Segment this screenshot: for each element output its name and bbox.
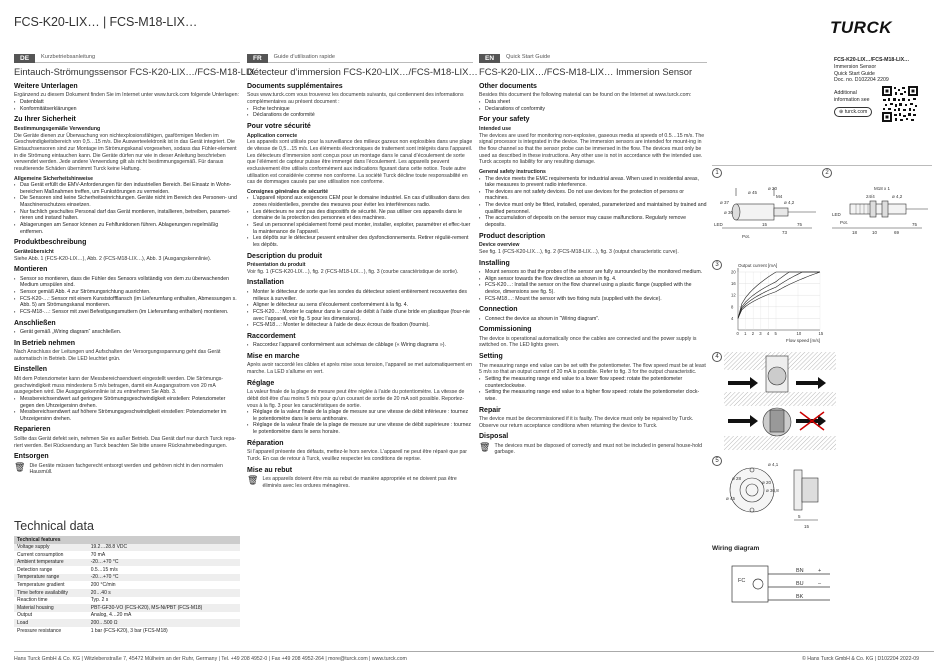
table-cell-value: 0.5…15 m/s	[90, 566, 118, 573]
bullet-list	[14, 396, 240, 423]
list-item: ▪ Réglage de la valeur finale de la plage de mesure sur une vitesse de débit inférieure : tournez le potentiomètre dans le sens antihoraire.	[247, 409, 473, 422]
heading: Mise au rebut	[247, 466, 293, 474]
column-title: Détecteur d’immersion FCS-K20-LIX…/FCS-M18-LIX…	[247, 66, 478, 77]
doc-info-guide: Quick Start Guide	[834, 70, 875, 77]
fig5-label: 5	[798, 514, 801, 519]
fig1-label: ø 20	[768, 186, 778, 191]
fig1-label: ø 4,2	[784, 200, 795, 205]
list-item: ▪ FCS-K20-…: Sensor mit einem Kunststoffflansch (im Lieferumfang enthalten, Abmessungen s. Abb. 5) am Strömungskanal montieren.	[14, 296, 240, 309]
fig5-label: ø 4,1	[768, 462, 779, 467]
figure-number: 3	[712, 260, 722, 270]
doc-info-additional: Additional	[834, 90, 857, 96]
globe-icon: ⊕	[839, 108, 844, 115]
table-row	[14, 612, 240, 620]
column-de	[14, 54, 255, 476]
fig2-label: ø 4,2	[892, 194, 903, 199]
heading: Einstellen	[14, 366, 48, 374]
list-item: ▪ Connect the device as shown in “Wiring diagram”.	[479, 316, 707, 323]
wire-label-bn: BN	[796, 568, 804, 574]
figure-5-drawing	[724, 456, 836, 538]
section-header	[247, 54, 473, 63]
bullet-list	[479, 99, 707, 112]
paragraph: The device is operational automatically once the cables are connected and the power supply is switched on. The LED lights green.	[479, 335, 697, 349]
heading: Weitere Unterlagen	[14, 83, 78, 91]
fig5-label: ø 20	[762, 480, 772, 485]
heading: Pour votre sécurité	[247, 123, 311, 131]
qr-code[interactable]	[882, 86, 918, 122]
list-item: ▪ The device meets the EMC requirements for industrial areas. When used in residential areas, take measures to prevent radio interference.	[479, 176, 707, 189]
disposal-row	[247, 476, 473, 489]
table-cell-key: Material housing	[14, 604, 88, 612]
tech-table-header: Technical features	[14, 536, 240, 544]
list-item: ▪ The devices are not safety devices. Do not use devices for the protection of persons or machines.	[479, 189, 707, 202]
paragraph: Après avoir raccordé les câbles et après mise sous tension, l’appareil se met automatiquement en marche. La LED s’allume en vert.	[247, 362, 472, 376]
heading: Installation	[247, 279, 284, 287]
wiring-fc-label: FC	[738, 578, 746, 584]
x-tick-label: 2	[751, 331, 755, 336]
brand-logo: TURCK	[830, 18, 892, 37]
paragraph: Si l’appareil présente des défauts, mettez-le hors service. L’appareil ne peut être réparé que par Turck. En cas de retour à Turck, veuillez respecter les conditions de reprise.	[247, 449, 468, 462]
turck-link-badge[interactable]: ⊕ turck.com	[834, 107, 872, 118]
wire-sign-plus: +	[818, 568, 822, 574]
fig5-label: ø 36,8	[766, 488, 779, 493]
x-tick-label: 0	[736, 331, 739, 336]
fig2-label: LED	[832, 212, 841, 217]
list-item: ▪ Seul un personnel spécialement formé peut monter, installer, exploiter, paramétrer et effec-tuer la maintenance de l’appareil.	[247, 222, 473, 235]
subheading: Geräteübersicht	[14, 248, 54, 255]
bullet-list	[247, 106, 473, 119]
heading: Réparation	[247, 439, 284, 447]
table-cell-value: Typ. 2 s	[90, 597, 109, 604]
list-item: ▪ Setting the measuring range end value to a lower flow speed: rotate the potentiometer counterclockwise.	[479, 376, 707, 389]
table-cell-key: Time before availability	[14, 589, 88, 597]
table-row	[14, 566, 240, 574]
subheading: Allgemeine Sicherheitshinweise	[14, 175, 93, 182]
section-header	[14, 54, 240, 63]
fig2-label: 75	[912, 222, 918, 227]
page-title: FCS-K20-LIX… | FCS-M18-LIX…	[14, 15, 198, 29]
table-row	[14, 574, 240, 582]
heading: Montieren	[14, 266, 48, 274]
guide-label: Guide d’utilisation rapide	[273, 54, 335, 61]
table-cell-key: Load	[14, 619, 88, 627]
figure-number: 5	[712, 456, 722, 466]
subheading: General safety instructions	[479, 168, 546, 175]
paragraph: Sollte das Gerät defekt sein, nehmen Sie es außer Betrieb. Das Gerät darf nur durch Turck repa-riert werden. Bei Rücksendung an Turck beachten Sie bitte unsere Rücknahmebedingungen.	[14, 435, 237, 449]
x-tick-label: 15	[818, 331, 824, 336]
list-item: ▪ Réglage de la valeur finale de la plage de mesure sur une vitesse de débit supérieure : tournez le potentiomètre dans le sens horaire.	[247, 422, 473, 435]
fig1-label: ø 45	[748, 190, 758, 195]
list-item: ▪ Die Sensoren sind keine Sicherheitseinrichtungen. Geräte nicht im Bereich des Personen- und Maschinenschutzes einsetzen.	[14, 195, 240, 208]
figure-3-chart	[724, 260, 834, 346]
fig1-label: M4	[776, 194, 783, 199]
footer-copyright: © Hans Turck GmbH & Co. KG | D102204 2022-09	[802, 656, 920, 662]
table-cell-key: Temperature gradient	[17, 582, 65, 589]
table-cell-value: Analog, 4…20 mA	[90, 612, 132, 619]
fig3-ylabel: Output current [mA]	[738, 263, 778, 268]
fig1-label: ø 37	[720, 200, 730, 205]
y-tick-label: 8	[731, 304, 734, 310]
heading: Installing	[479, 259, 510, 267]
fig2-label: 69	[894, 230, 900, 235]
x-tick-label: 1	[744, 331, 747, 336]
table-row	[14, 619, 240, 627]
list-item: ▪ Mount sensors so that the probes of the sensor are fully surrounded by the monitored medium.	[479, 269, 707, 276]
y-tick-label: 16	[731, 281, 736, 287]
language-badge: EN	[479, 54, 500, 63]
footer-divider	[14, 651, 934, 652]
list-item: ▪ Monter le détecteur de sorte que les sondes du détecteur soient entièrement recouvertes des milieux à surveiller.	[247, 289, 473, 302]
table-cell-value: 200…500 Ω	[88, 619, 240, 627]
figure-number: 2	[822, 168, 832, 178]
disposal-row	[479, 443, 707, 456]
bullet-list	[479, 269, 707, 302]
paragraph: Siehe Abb. 1 (FCS-K20-LIX…), Abb. 2 (FCS-M18-LIX…), Abb. 3 (Ausgangskennlinie).	[14, 255, 212, 262]
table-row	[14, 604, 240, 612]
list-item: ▪ Gerät gemäß „Wiring diagram“ anschließen.	[14, 329, 240, 336]
figure-4-drawing	[724, 352, 836, 450]
list-item: ▪ Align sensor towards the flow direction as shown in fig. 4.	[479, 276, 707, 283]
list-item: ▪ Ablagerungen am Sensor können zu Fehlfunktionen führen. Ablagerungen regelmäßig entfernen.	[14, 222, 240, 235]
heading: Réglage	[247, 379, 275, 387]
figure-number: 1	[712, 168, 722, 178]
heading: Other documents	[479, 83, 537, 91]
list-item: ▪ Sensor gemäß Abb. 4 zur Strömungsrichtung ausrichten.	[14, 289, 240, 296]
table-cell-key: Voltage supply	[14, 544, 88, 552]
table-cell-value: -20…+70 °C	[88, 559, 240, 567]
list-item: ▪ FCS-M18…: Monter le détecteur à l’aide de deux écrous de fixation (fournis).	[247, 322, 473, 329]
table-row	[14, 589, 240, 597]
bullet-list	[247, 195, 473, 248]
fig5-label: ø 28	[732, 476, 742, 481]
wire-sign-minus: –	[818, 581, 822, 587]
paragraph: The measuring range end value can be set with the potentiometer. The flow speed must be at least 5 m/s so that an output current of 20 mA is possible. Refer to fig. 3 for the output characteristic.	[479, 362, 706, 376]
paragraph: Die Geräte dienen zur Überwachung von nichtexplosionsfähigen, gasförmigen Medien im Geschwindigkeitsbereich von 0,5…15 m/s. Die Auswerteelektronik ist in das Gerät integriert. Die Eintauchsensoren sind zur Montage im Strömungskanal vorgesehen, sodass das Fühler-element in die Strömung eintauchen kann. Die Geräte dürfen nur wie in dieser Anleitung beschrieben verwendet werden. Jede andere Verwendung gilt als nicht bestimmungsgemäß. Für daraus resultierende Schäden übernimmt Turck keine Haftung.	[14, 132, 237, 172]
subheading: Intended use	[479, 125, 511, 132]
heading: Connection	[479, 306, 518, 314]
fig2-label: M18 x 1	[874, 186, 891, 191]
fig2-label: Pot.	[840, 220, 849, 225]
figure-number: 4	[712, 352, 722, 362]
figure-2-drawing	[822, 168, 932, 256]
fig2-label: 24/4	[866, 194, 875, 199]
column-fr	[247, 54, 478, 489]
heading: Zu Ihrer Sicherheit	[14, 116, 76, 124]
tech-title: Technical data	[14, 519, 94, 533]
list-item: ▪ Fiche technique	[247, 106, 473, 113]
bullet-list	[14, 276, 240, 316]
footer-address: Hans Turck GmbH & Co. KG | Witzlebenstraße 7, 45472 Mülheim an der Ruhr, Germany | Tel. +49 208 4952-0 | Fax +49 208 4952-264 | more@turck.com | www.turck.com	[14, 656, 407, 662]
heading: Produktbeschreibung	[14, 239, 87, 247]
heading: Mise en marche	[247, 352, 300, 360]
fig1-label: 15	[762, 222, 768, 227]
table-cell-key: Current consumption	[17, 551, 64, 558]
column-title: Eintauch-Strömungssensor FCS-K20-LIX…/FCS-M18-LIX	[14, 66, 255, 77]
paragraph: Les appareils doivent être mis au rebut de manière appropriée et ne doivent pas être éliminés avec les ordures ménagères.	[262, 476, 457, 489]
heading: Documents supplémentaires	[247, 83, 343, 91]
heading: Entsorgen	[14, 453, 49, 461]
list-item: ▪ Data sheet	[479, 99, 707, 106]
table-cell-value: 1 bar (FCS-K20), 3 bar (FCS-M18)	[90, 627, 168, 634]
list-item: ▪ Das Gerät erfüllt die EMV-Anforderungen für den industriellen Bereich. Bei Einsatz in Wohn-bereichen Maßnahmen treffen, um Funkstörungen zu vermeiden.	[14, 182, 240, 195]
table-row	[14, 544, 240, 552]
bullet-list	[247, 289, 473, 329]
table-cell-key: Pressure resistance	[17, 627, 62, 634]
wiring-title: Wiring diagram	[712, 545, 760, 552]
table-row	[14, 627, 240, 635]
list-item: ▪ Sensor so montieren, dass die Fühler des Sensors vollständig von dem zu überwachenden Medium umspülen sind.	[14, 276, 240, 289]
doc-info-product: FCS-K20-LIX…/FCS-M18-LIX…	[834, 57, 910, 63]
heading: In Betrieb nehmen	[14, 339, 76, 347]
table-cell-key: Temperature range	[14, 574, 88, 582]
list-item: ▪ L’appareil répond aux exigences CEM pour le domaine industriel. En cas d’utilisation dans des zones résidentielles, prendre des mesures pour éviter les interférences radio.	[247, 195, 473, 208]
wire-label-bk: BK	[796, 594, 804, 600]
subheading: Présentation du produit	[247, 262, 306, 269]
table-cell-value: 19.2…28.8 VDC	[88, 544, 240, 552]
subheading: Consignes générales de sécurité	[247, 188, 329, 195]
wire-label-bu: BU	[796, 581, 804, 587]
paragraph: Ergänzend zu diesem Dokument finden Sie im Internet unter www.turck.com folgende Unterlagen:	[14, 92, 239, 99]
list-item: ▪ Messbereichsendwert auf höhere Strömungsgeschwindigkeit einstellen: Potenziometer im Uhrzeigersinn drehen.	[14, 409, 240, 422]
tech-table	[14, 536, 240, 635]
table-cell-value: 200 °C/min	[90, 582, 116, 589]
table-cell-key: Output	[17, 612, 33, 619]
language-badge: FR	[247, 54, 268, 63]
table-row	[14, 559, 240, 567]
bullet-list	[247, 342, 473, 349]
heading: Description du produit	[247, 252, 323, 260]
disposal-row	[14, 463, 240, 476]
list-item: ▪ Messbereichsendwert auf geringere Strömungsgeschwindigkeit einstellen: Potenziometer gegen den Uhrzeigersinn drehen.	[14, 396, 240, 409]
list-item: ▪ Les détecteurs ne sont pas des dispositifs de sécurité. Ne pas utiliser ces appareils dans le domaine de la protection des personnes et des machines.	[247, 209, 473, 222]
bullet-list	[247, 409, 473, 436]
doc-info-information: information see	[834, 96, 870, 103]
paragraph: The device must be decommissioned if it is faulty. The device must only be repaired by Turck. Observe our return acceptance conditions when returning the device to Turck.	[479, 415, 694, 429]
list-item: ▪ FCS-M18-…: Sensor mit zwei Befestigungsmuttern (im Lieferumfang enthalten) montieren.	[14, 309, 240, 316]
x-tick-label: 4	[766, 331, 770, 336]
fig5-label: ø 45	[726, 496, 736, 501]
column-en	[479, 54, 707, 456]
y-tick-label: 20	[731, 269, 736, 275]
list-item: ▪ Setting the measuring range end value to a higher flow speed: rotate the potentiometer clock-wise.	[479, 389, 707, 402]
fig3-xlabel: Flow speed [m/s]	[786, 338, 821, 343]
paragraph: Sous www.turck.com vous trouverez les documents suivants, qui contiennent des informations complémentaires au présent document :	[247, 92, 464, 106]
bullet-list	[14, 99, 240, 112]
fig1-label: ø 30	[724, 210, 734, 215]
fig2-label: 10	[872, 230, 878, 235]
paragraph: La valeur finale de la plage de mesure peut être réglée à l’aide du potentiomètre. La vitesse de débit doit être d’au moins 5 m/s pour qu’un courant de sortie de 20 mA soit possible. Reportez-vous à la fig. 3 pour les caractéristiques de sortie.	[247, 389, 465, 409]
subheading: Bestimmungsgemäße Verwendung	[14, 125, 101, 132]
paragraph: The devices are used for monitoring non-explosive, gaseous media at speeds of 0.5…15 m/s. The signal processor is integrated in the device. The immersion sensors are intended for mount-ing in the flow channel so that the sensor probe can be immersed in the flow. The devices must only be used as described in these instructions. Any other use is not in accordance with the intended use. Turck accepts no liability for any resulting damage.	[479, 132, 705, 166]
list-item: ▪ The accumulation of deposits on the sensor may cause malfunctions. Regularly remove deposits.	[479, 215, 707, 228]
table-cell-value: 20…40 s	[88, 589, 240, 597]
wiring-diagram	[730, 562, 840, 610]
heading: For your safety	[479, 116, 530, 124]
doc-info-type: Immersion Sensor	[834, 63, 877, 70]
bullet-list	[14, 329, 240, 336]
list-item: ▪ The device must only be fitted, installed, operated, parameterized and maintained by trained and qualified personnel.	[479, 202, 707, 215]
y-tick-label: 4	[731, 315, 734, 321]
paragraph: Les appareils sont utilisés pour la surveillance des milieux gazeux non explosibles dans une plage de vitesse de 0,5…15 m/s. Les éléments électroniques de traitement sont intégrés dans l’appareil. Les détecteurs d’immersion sont conçus pour un montage dans le canal d’écoulement de sorte que l’élément de capteur puisse être immergé dans l’écoulement. Les appareils peuvent exclusivement être utilisés conformément aux indications figurant dans cette notice. Toute autre utilisation est considérée comme non conforme. La société Turck décline toute responsabilité en cas de dommages causés par une utilisation non conforme.	[247, 139, 473, 186]
list-item: ▪ Nur fachlich geschultes Personal darf das Gerät montieren, installieren, betreiben, paramet-rieren und instand halten.	[14, 209, 240, 222]
fig1-label: LED	[714, 222, 723, 227]
heading: Raccordement	[247, 332, 296, 340]
list-item: ▪ FCS-K20…: Install the sensor on the flow channel using a plastic flange (supplied with the device, dimensions see fig. 5).	[479, 282, 707, 295]
x-tick-label: 10	[796, 331, 802, 336]
bullet-list	[14, 182, 240, 235]
heading: Repair	[479, 406, 501, 414]
wheelie-bin-icon: 🗑	[247, 476, 259, 487]
section-header	[479, 54, 707, 63]
table-cell-key: Detection range	[17, 566, 53, 573]
heading: Disposal	[479, 433, 509, 441]
figure-1-drawing	[712, 168, 822, 256]
list-item: ▪ FCS-K20…: Monter le capteur dans le canal de débit à l’aide d’une bride en plastique (four-nie avec l’appareil, voir fig. 5 pour les dimensions).	[247, 309, 473, 322]
table-row	[14, 581, 240, 589]
heading: Reparieren	[14, 426, 51, 434]
subheading: Application correcte	[247, 132, 298, 139]
language-badge: DE	[14, 54, 35, 63]
fig1-label: 75	[797, 222, 803, 227]
doc-info-docno: Doc. no. D102204 2209	[834, 77, 889, 84]
heading: Anschließen	[14, 319, 56, 327]
fig1-label: 73	[782, 230, 788, 235]
paragraph: Mit dem Potenziometer kann der Messbereichsendwert eingestellt werden. Die Strömungs-geschwindigkeit muss mindestens 5 m/s betragen, damit ein Ausgangsstrom von 20 mA ausgegeben wird. Die Ausgangskennlinie ist zu entnehmen Sie Abb. 3.	[14, 375, 224, 396]
list-item: ▪ Declarations of conformity	[479, 106, 707, 113]
table-cell-value: -20…+70 °C	[88, 574, 240, 582]
list-item: ▪ Déclarations de conformité	[247, 112, 473, 119]
bullet-list	[479, 316, 707, 323]
list-item: ▪ Konformitätserklärungen	[14, 106, 240, 113]
paragraph: Besides this document the following material can be found on the Internet at www.turck.com:	[479, 92, 692, 99]
list-item: ▪ FCS-M18…: Mount the sensor with two fixing nuts (supplied with the device).	[479, 296, 707, 303]
bullet-list	[479, 176, 707, 229]
table-cell-value: PBT-GF30-VO (FCS-K20), MS-Ni/PBT (FCS-M18)	[88, 604, 240, 612]
paragraph: Voir fig. 1 (FCS-K20-LIX…), fig. 2 (FCS-M18-LIX…), fig. 3 (courbe caractéristique de sortie).	[247, 268, 459, 275]
list-item: ▪ Datenblatt	[14, 99, 240, 106]
paragraph: The devices must be disposed of correctly and must not be included in general house-hold garbage.	[494, 442, 703, 456]
guide-label: Quick Start Guide	[506, 54, 551, 61]
heading: Commissioning	[479, 326, 532, 334]
wheelie-bin-icon: 🗑	[14, 462, 26, 473]
paragraph: Nach Anschluss der Leitungen und Aufschalten der Versorgungsspannung geht das Gerät automatisch in Betrieb. Die LED leuchtet grün.	[14, 349, 221, 362]
list-item: ▪ Raccordez l’appareil conformément aux schémas de câblage (« Wiring diagrams »).	[247, 342, 473, 349]
x-tick-label: 5	[774, 331, 777, 336]
figures-divider	[712, 165, 932, 166]
list-item: ▪ Aligner le détecteur au sens d’écoulement conformément à la fig. 4.	[247, 302, 473, 309]
paragraph: See fig. 1 (FCS-K20-LIX…), fig. 2 (FCS-M18-LIX…), fig. 3 (output characteristic curve).	[479, 248, 679, 255]
fig5-label: 15	[804, 524, 810, 529]
column-title: FCS-K20-LIX…/FCS-M18-LIX… Immersion Sensor	[479, 66, 693, 77]
fig1-label: Pot.	[742, 234, 751, 239]
table-cell-value: 70 mA	[90, 551, 106, 558]
x-tick-label: 3	[759, 331, 762, 336]
list-item: ▪ Les dépôts sur le détecteur peuvent entraîner des dysfonctionnements. Retirer réguliè-rement les dépôts.	[247, 235, 473, 248]
subheading: Device overview	[479, 242, 520, 249]
table-row	[14, 551, 240, 559]
table-row	[14, 597, 240, 605]
heading: Setting	[479, 353, 503, 361]
guide-label: Kurzbetriebsanleitung	[41, 54, 96, 61]
fig2-label: 18	[852, 230, 858, 235]
wheelie-bin-icon: 🗑	[479, 442, 491, 453]
bullet-list	[479, 376, 707, 403]
paragraph: Die Geräte müssen fachgerecht entsorgt werden und gehören nicht in den normalen Hausmüll.	[29, 462, 223, 476]
table-cell-key: Reaction time	[17, 597, 48, 604]
heading: Product description	[479, 232, 546, 240]
table-cell-key: Ambient temperature	[14, 559, 88, 567]
y-tick-label: 12	[731, 292, 736, 298]
